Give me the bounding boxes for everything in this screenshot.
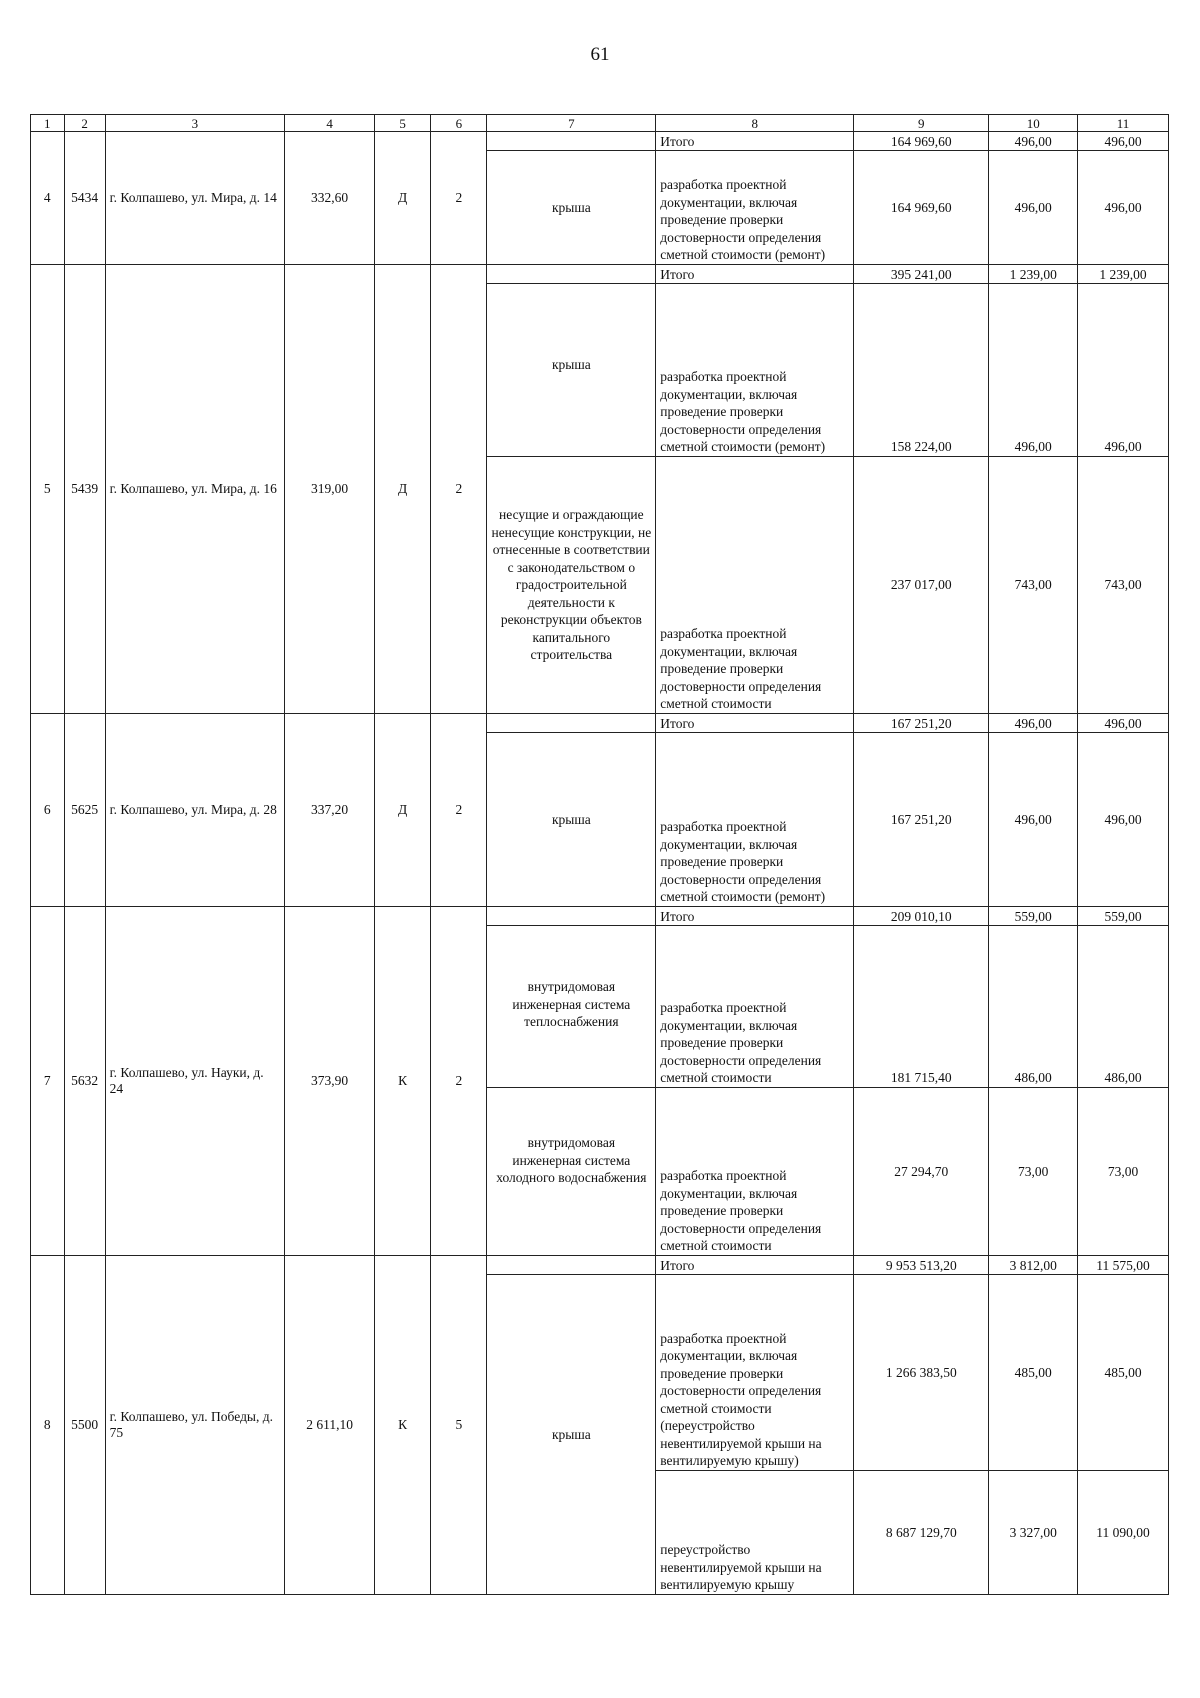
page-number: 61 <box>590 44 610 65</box>
wall-type: Д <box>374 132 430 265</box>
total-unit-cost: 496,00 <box>989 714 1078 733</box>
total-cost: 164 969,60 <box>854 132 989 151</box>
total-max-cost: 11 575,00 <box>1078 1256 1169 1275</box>
construction-element: внутридомовая инженерная система теплоснабжения <box>487 926 656 1088</box>
total-empty-cell <box>487 714 656 733</box>
work-type: разработка проектной документации, включая проведение проверки достоверности определения сметной стоимости <box>656 457 854 714</box>
row-number: 6 <box>31 714 65 907</box>
work-max-cost: 743,00 <box>1078 457 1169 714</box>
work-type: разработка проектной документации, включая проведение проверки достоверности определения сметной стоимости (ремонт) <box>656 733 854 907</box>
total-label: Итого <box>656 1256 854 1275</box>
column-number: 4 <box>285 115 375 132</box>
work-cost: 181 715,40 <box>854 926 989 1088</box>
house-address: г. Колпашево, ул. Мира, д. 16 <box>105 265 285 714</box>
total-row <box>31 1256 1169 1275</box>
row-number: 7 <box>31 907 65 1256</box>
work-cost: 1 266 383,50 <box>854 1275 989 1471</box>
construction-element: внутридомовая инженерная система холодного водоснабжения <box>487 1088 656 1256</box>
work-type: разработка проектной документации, включая проведение проверки достоверности определения сметной стоимости <box>656 926 854 1088</box>
total-cost: 9 953 513,20 <box>854 1256 989 1275</box>
work-cost: 167 251,20 <box>854 733 989 907</box>
total-cost: 167 251,20 <box>854 714 989 733</box>
construction-element: крыша <box>487 733 656 907</box>
total-row <box>31 714 1169 733</box>
wall-type: Д <box>374 265 430 714</box>
work-unit-cost: 743,00 <box>989 457 1078 714</box>
construction-element: крыша <box>487 1275 656 1595</box>
column-number: 7 <box>487 115 656 132</box>
work-cost: 27 294,70 <box>854 1088 989 1256</box>
house-area: 337,20 <box>285 714 375 907</box>
work-unit-cost: 496,00 <box>989 733 1078 907</box>
house-area: 332,60 <box>285 132 375 265</box>
total-row <box>31 132 1169 151</box>
work-cost: 237 017,00 <box>854 457 989 714</box>
work-unit-cost: 496,00 <box>989 151 1078 265</box>
row-number: 5 <box>31 265 65 714</box>
total-unit-cost: 559,00 <box>989 907 1078 926</box>
floors-count: 5 <box>431 1256 487 1595</box>
work-max-cost: 73,00 <box>1078 1088 1169 1256</box>
work-unit-cost: 73,00 <box>989 1088 1078 1256</box>
total-cost: 209 010,10 <box>854 907 989 926</box>
row-number: 8 <box>31 1256 65 1595</box>
total-label: Итого <box>656 265 854 284</box>
work-max-cost: 485,00 <box>1078 1275 1169 1471</box>
column-number: 5 <box>374 115 430 132</box>
work-max-cost: 11 090,00 <box>1078 1471 1169 1595</box>
work-unit-cost: 3 327,00 <box>989 1471 1078 1595</box>
wall-type: Д <box>374 714 430 907</box>
total-unit-cost: 496,00 <box>989 132 1078 151</box>
house-area: 2 611,10 <box>285 1256 375 1595</box>
row-number: 4 <box>31 132 65 265</box>
column-number: 2 <box>64 115 105 132</box>
total-max-cost: 1 239,00 <box>1078 265 1169 284</box>
work-cost: 158 224,00 <box>854 284 989 457</box>
total-unit-cost: 3 812,00 <box>989 1256 1078 1275</box>
work-max-cost: 496,00 <box>1078 151 1169 265</box>
house-area: 373,90 <box>285 907 375 1256</box>
column-number: 3 <box>105 115 285 132</box>
column-number: 8 <box>656 115 854 132</box>
floors-count: 2 <box>431 132 487 265</box>
total-unit-cost: 1 239,00 <box>989 265 1078 284</box>
column-numbers-row <box>31 115 1169 132</box>
construction-element: несущие и ограждающие ненесущие конструкции, не отнесенные в соответствии с законодательством о градостроительной деятельности к реконструкции объектов капитального строительства <box>487 457 656 714</box>
work-unit-cost: 496,00 <box>989 284 1078 457</box>
house-address: г. Колпашево, ул. Мира, д. 14 <box>105 132 285 265</box>
total-empty-cell <box>487 132 656 151</box>
house-code: 5500 <box>64 1256 105 1595</box>
total-label: Итого <box>656 907 854 926</box>
total-empty-cell <box>487 1256 656 1275</box>
work-type: переустройство невентилируемой крыши на вентилируемую крышу <box>656 1471 854 1595</box>
total-empty-cell <box>487 265 656 284</box>
work-cost: 164 969,60 <box>854 151 989 265</box>
column-number: 6 <box>431 115 487 132</box>
house-area: 319,00 <box>285 265 375 714</box>
total-cost: 395 241,00 <box>854 265 989 284</box>
column-number: 9 <box>854 115 989 132</box>
work-unit-cost: 486,00 <box>989 926 1078 1088</box>
column-number: 10 <box>989 115 1078 132</box>
total-row <box>31 265 1169 284</box>
column-number: 1 <box>31 115 65 132</box>
house-code: 5439 <box>64 265 105 714</box>
wall-type: К <box>374 1256 430 1595</box>
work-cost: 8 687 129,70 <box>854 1471 989 1595</box>
work-max-cost: 496,00 <box>1078 284 1169 457</box>
floors-count: 2 <box>431 907 487 1256</box>
construction-element: крыша <box>487 284 656 457</box>
house-code: 5434 <box>64 132 105 265</box>
work-type: разработка проектной документации, включая проведение проверки достоверности определения сметной стоимости (ремонт) <box>656 284 854 457</box>
column-number: 11 <box>1078 115 1169 132</box>
work-type: разработка проектной документации, включая проведение проверки достоверности определения сметной стоимости (переустройство невентилируемой крыши на вентилируемую крышу) <box>656 1275 854 1471</box>
capital-repair-table <box>30 114 1169 1595</box>
house-address: г. Колпашево, ул. Науки, д. 24 <box>105 907 285 1256</box>
house-address: г. Колпашево, ул. Победы, д. 75 <box>105 1256 285 1595</box>
work-max-cost: 496,00 <box>1078 733 1169 907</box>
house-address: г. Колпашево, ул. Мира, д. 28 <box>105 714 285 907</box>
work-type: разработка проектной документации, включая проведение проверки достоверности определения сметной стоимости (ремонт) <box>656 151 854 265</box>
work-type: разработка проектной документации, включая проведение проверки достоверности определения сметной стоимости <box>656 1088 854 1256</box>
work-max-cost: 486,00 <box>1078 926 1169 1088</box>
total-label: Итого <box>656 714 854 733</box>
wall-type: К <box>374 907 430 1256</box>
floors-count: 2 <box>431 714 487 907</box>
floors-count: 2 <box>431 265 487 714</box>
total-max-cost: 496,00 <box>1078 714 1169 733</box>
total-max-cost: 496,00 <box>1078 132 1169 151</box>
total-label: Итого <box>656 132 854 151</box>
total-empty-cell <box>487 907 656 926</box>
house-code: 5632 <box>64 907 105 1256</box>
work-unit-cost: 485,00 <box>989 1275 1078 1471</box>
house-code: 5625 <box>64 714 105 907</box>
total-row <box>31 907 1169 926</box>
total-max-cost: 559,00 <box>1078 907 1169 926</box>
construction-element: крыша <box>487 151 656 265</box>
